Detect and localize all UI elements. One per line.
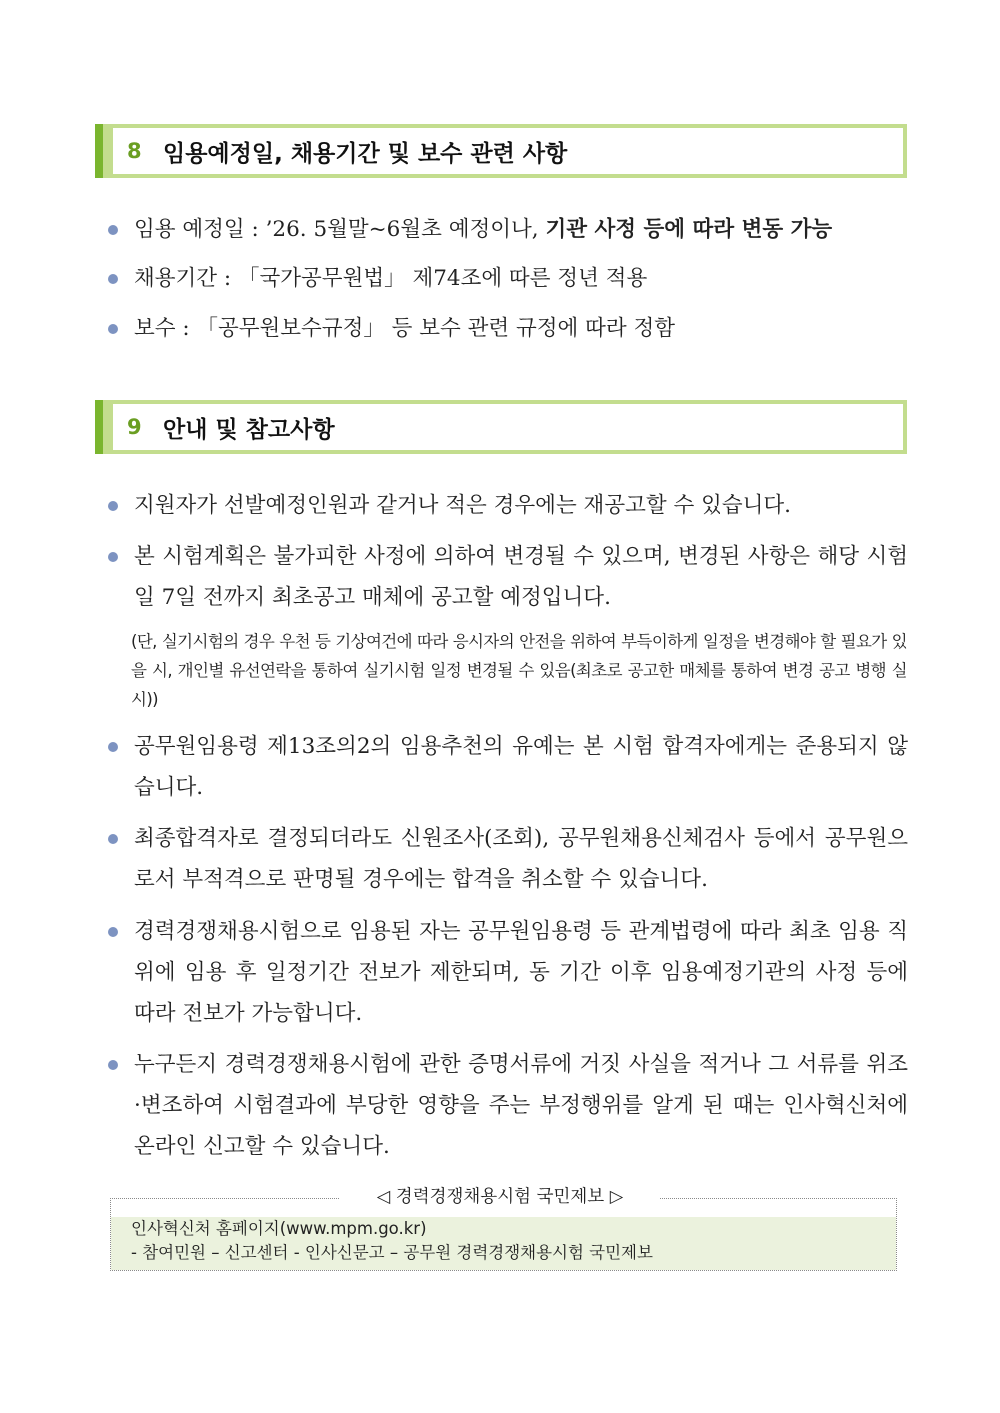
section-9-number: 9 bbox=[127, 415, 142, 439]
item-bold-text: 기관 사정 등에 따라 변동 가능 bbox=[545, 217, 833, 242]
bullet-icon bbox=[108, 927, 118, 937]
report-body bbox=[111, 1217, 896, 1270]
section-9-item-6 bbox=[108, 1044, 908, 1167]
bullet-icon bbox=[108, 742, 118, 752]
item-text: 임용 예정일 : ’26. 5월말~6월초 예정이나, bbox=[134, 217, 546, 242]
section-8-item-3 bbox=[108, 308, 908, 349]
bullet-icon bbox=[108, 324, 118, 334]
section-9-item-2 bbox=[108, 536, 908, 618]
section-8-item-2 bbox=[108, 258, 908, 299]
item-text: 누구든지 경력경쟁채용시험에 관한 증명서류에 거짓 사실을 적거나 그 서류를 위조·변조하여 시험결과에 부당한 영향을 주는 부정행위를 알게 된 때는 인사혁신처에 온라인 신고할 수 있습니다. bbox=[134, 1052, 908, 1159]
bullet-icon bbox=[108, 501, 118, 511]
report-line-1: 인사혁신처 홈페이지(www.mpm.go.kr) bbox=[131, 1219, 427, 1238]
section-9-item-5 bbox=[108, 911, 908, 1034]
section-8-item-1 bbox=[108, 209, 908, 250]
section-8-header bbox=[95, 124, 907, 178]
bullet-icon bbox=[108, 552, 118, 562]
item-text: 보수 : 「공무원보수규정」 등 보수 관련 규정에 따라 정함 bbox=[134, 316, 676, 341]
section-9-item-3 bbox=[108, 726, 908, 808]
bullet-icon bbox=[108, 834, 118, 844]
item-text: 지원자가 선발예정인원과 같거나 적은 경우에는 재공고할 수 있습니다. bbox=[134, 493, 791, 518]
section-9-title: 안내 및 참고사항 bbox=[163, 416, 335, 443]
item-text: 채용기간 : 「국가공무원법」 제74조에 따른 정년 적용 bbox=[134, 266, 648, 291]
section-9-note: (단, 실기시험의 경우 우천 등 기상여건에 따라 응시자의 안전을 위하여 부득이하게 일정을 변경해야 할 필요가 있을 시, 개인별 유선연락을 통하여 실기시험 일정 변경될 수 있음(최초로 공고한 매체를 통하여 변경 공고 병행 실시)) bbox=[131, 632, 907, 709]
section-9-item-1 bbox=[108, 485, 908, 526]
item-text: 공무원임용령 제13조의2의 임용추천의 유예는 본 시험 합격자에게는 준용되지 않습니다. bbox=[134, 734, 908, 800]
bullet-icon bbox=[108, 274, 118, 284]
bullet-icon bbox=[108, 1060, 118, 1070]
section-9-header bbox=[95, 400, 907, 454]
report-line-2: - 참여민원 – 신고센터 - 인사신문고 – 공무원 경력경쟁채용시험 국민제보 bbox=[131, 1243, 653, 1262]
section-9-item-4 bbox=[108, 818, 908, 900]
section-8-title: 임용예정일, 채용기간 및 보수 관련 사항 bbox=[163, 140, 568, 167]
section-8-number: 8 bbox=[127, 139, 142, 163]
item-text: 본 시험계획은 불가피한 사정에 의하여 변경될 수 있으며, 변경된 사항은 해당 시험일 7일 전까지 최초공고 매체에 공고할 예정입니다. bbox=[134, 544, 908, 610]
report-title: ◁ 경력경쟁채용시험 국민제보 ▷ bbox=[340, 1182, 660, 1212]
bullet-icon bbox=[108, 225, 118, 235]
item-text: 최종합격자로 결정되더라도 신원조사(조회), 공무원채용신체검사 등에서 공무원으로서 부적격으로 판명될 경우에는 합격을 취소할 수 있습니다. bbox=[134, 826, 908, 892]
item-text: 경력경쟁채용시험으로 임용된 자는 공무원임용령 등 관계법령에 따라 최초 임용 직위에 임용 후 일정기간 전보가 제한되며, 동 기간 이후 임용예정기관의 사정 등에 따라 전보가 가능합니다. bbox=[134, 919, 908, 1026]
